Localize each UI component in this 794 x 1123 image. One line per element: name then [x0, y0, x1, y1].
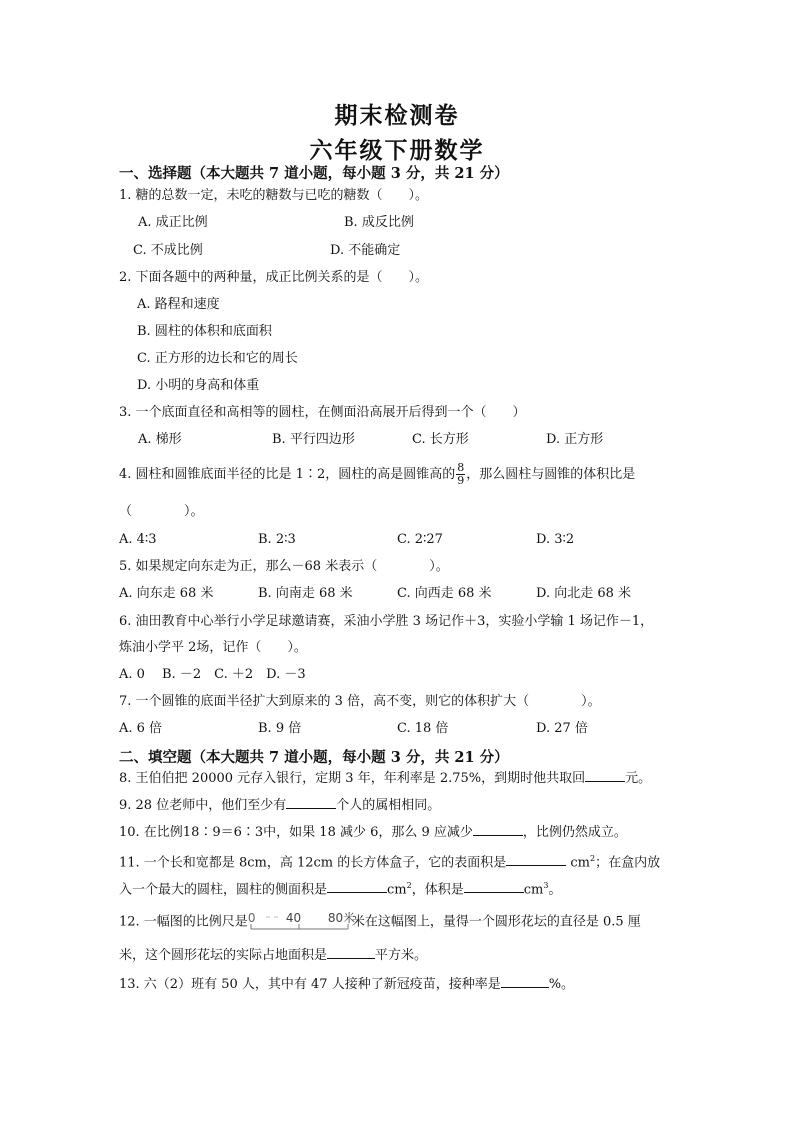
q2-option-b: B. 圆柱的体积和底面积	[137, 324, 272, 339]
q11-volume-blank[interactable]	[464, 880, 524, 893]
section-1-heading: 一、选择题（本大题共 7 道小题，每小题 3 分，共 21 分）	[119, 165, 509, 182]
q4-fraction-denominator: 9	[457, 474, 465, 487]
q10-text: 10. 在比例18∶9＝6∶3中，如果 18 减少 6，那么 9 应减少	[119, 825, 473, 840]
question-4	[119, 462, 635, 487]
q13-text: 13. 六（2）班有 50 人，其中有 47 人接种了新冠疫苗，接种率是	[119, 977, 501, 992]
q9-answer-blank[interactable]	[286, 796, 336, 809]
q7-option-c: C. 18 倍	[397, 721, 449, 736]
scale-label-80: 80米	[327, 911, 356, 925]
q6-stem-line2: 炼油小学平 2场，记作（ ）。	[119, 640, 307, 655]
q11-line2-mid: ，体积是	[411, 882, 464, 898]
q12-line2-end: 平方米。	[375, 948, 428, 963]
q13-text-end: %。	[548, 977, 575, 992]
q7-option-d: D. 27 倍	[536, 721, 588, 736]
question-6: 6. 油田教育中心举行小学足球邀请赛，采油小学胜 3 场记作＋3，实验小学输 1 场记作－1，	[119, 614, 654, 629]
question-7: 7. 一个圆锥的底面半径扩大到原来的 3 倍，高不变，则它的体积扩大（ ）。	[119, 694, 601, 709]
q1-option-c: C. 不成比例	[133, 243, 203, 258]
q2-option-c: C. 正方形的边长和它的周长	[137, 351, 298, 366]
q2-option-a: A. 路程和速度	[137, 297, 220, 312]
page-title: 期末检测卷	[334, 102, 460, 129]
q12-text-end: 米在这幅图上，量得一个圆形花坛的直径是 0.5 厘	[351, 914, 641, 930]
q3-option-d: D. 正方形	[546, 432, 604, 447]
q7-option-b: B. 9 倍	[258, 721, 302, 736]
q3-option-c: C. 长方形	[412, 432, 469, 447]
q11-unit-2: cm	[387, 882, 407, 898]
section-2-heading: 二、填空题（本大题共 7 道小题，每小题 3 分，共 21 分）	[119, 749, 509, 766]
q1-option-a: A. 成正比例	[138, 215, 208, 230]
q11-text: 11. 一个长和宽都是 8cm，高 12cm 的长方体盒子，它的表面积是	[119, 855, 507, 871]
question-3: 3. 一个底面直径和高相等的圆柱，在侧面沿高展开后得到一个（ ）	[119, 405, 526, 420]
q11-line2-text: 入一个最大的圆柱，圆柱的侧面积是	[119, 882, 328, 898]
question-12	[119, 911, 641, 933]
q10-text-end: ，比例仍然成立。	[522, 825, 627, 840]
question-9	[119, 796, 440, 815]
q12-line2	[119, 946, 427, 965]
q1-option-b: B. 成反比例	[344, 215, 414, 230]
q4-fraction-numerator: 8	[457, 461, 465, 474]
q5-option-b: B. 向南走 68 米	[258, 586, 353, 601]
scale-bar	[247, 911, 356, 933]
q11-unit-3: cm	[523, 882, 544, 898]
q4-stem-pre: 4. 圆柱和圆锥底面半径的比是 1∶2，圆柱的高是圆锥高的	[119, 467, 456, 482]
q5-option-a: A. 向东走 68 米	[119, 586, 214, 601]
question-1: 1. 糖的总数一定，未吃的糖数与已吃的糖数（ ）。	[119, 188, 429, 203]
q11-lateral-area-blank[interactable]	[327, 880, 387, 893]
question-5: 5. 如果规定向东走为正，那么－68 米表示（ ）。	[119, 559, 449, 574]
q6-options: A. 0 B. －2 C. ＋2 D. －3	[119, 667, 306, 682]
q4-option-b: B. 2∶3	[258, 532, 296, 547]
question-10	[119, 823, 627, 842]
question-2: 2. 下面各题中的两种量，成正比例关系的是（ ）。	[119, 270, 429, 285]
question-13	[119, 975, 574, 994]
q5-option-d: D. 向北走 68 米	[536, 586, 632, 601]
q4-fraction	[456, 462, 465, 487]
q10-answer-blank[interactable]	[473, 823, 523, 836]
scale-label-40: 40	[285, 911, 302, 925]
q4-option-d: D. 3∶2	[536, 532, 575, 547]
q2-option-d: D. 小明的身高和体重	[137, 378, 260, 393]
q9-text-end: 个人的属相相同。	[336, 798, 441, 813]
q11-surface-area-blank[interactable]	[506, 853, 566, 866]
question-8	[119, 769, 651, 788]
q8-text: 8. 王伯伯把 20000 元存入银行，定期 3 年，年利率是 2.75%，到期时他共取回	[119, 771, 586, 786]
q11-unit-1: cm	[570, 855, 590, 871]
question-11: 11. 一个长和宽都是 8cm，高 12cm 的长方体盒子，它的表面积是 $cm^2$；在盒内放	[119, 854, 661, 871]
q11-text-mid: ；在盒内放	[595, 855, 661, 871]
q8-text-end: 元。	[625, 771, 652, 786]
q3-option-b: B. 平行四边形	[272, 432, 355, 447]
q4-stem-post: ，那么圆柱与圆锥的体积比是	[466, 467, 636, 482]
q4-option-c: C. 2∶27	[397, 532, 443, 547]
q8-answer-blank[interactable]	[585, 769, 625, 782]
q1-option-d: D. 不能确定	[330, 243, 401, 258]
q13-answer-blank[interactable]	[501, 975, 549, 988]
scale-label-0: 0	[247, 911, 256, 925]
q4-stem-line2: （ ）。	[119, 504, 204, 519]
page-subtitle: 六年级下册数学	[309, 137, 485, 164]
q12-text: 12. 一幅图的比例尺是	[119, 914, 248, 930]
q7-option-a: A. 6 倍	[119, 721, 163, 736]
q12-answer-blank[interactable]	[327, 946, 375, 959]
q11-line2-end: 。	[548, 882, 562, 898]
q5-option-c: C. 向西走 68 米	[397, 586, 492, 601]
q12-line2-text: 米，这个圆形花坛的实际占地面积是	[119, 948, 328, 963]
q11-line2: 入一个最大的圆柱，圆柱的侧面积是 $cm^2$，体积是 $cm^3$。	[119, 881, 562, 898]
q9-text: 9. 28 位老师中，他们至少有	[119, 798, 287, 813]
q3-option-a: A. 梯形	[138, 432, 182, 447]
q4-option-a: A. 4∶3	[119, 532, 157, 547]
